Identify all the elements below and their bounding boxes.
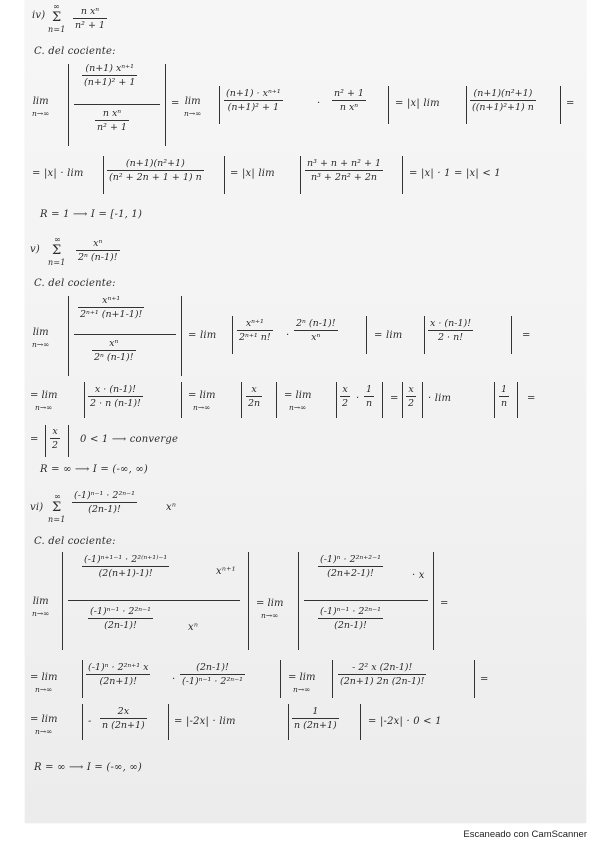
- iv-l1-lim: lim n→∞: [32, 96, 50, 118]
- v-criterion: C. del cociente:: [34, 278, 116, 289]
- vi-l2-abs1-left: [82, 660, 83, 698]
- v-label: v): [30, 244, 40, 255]
- v-l1-abs2-right: [366, 316, 367, 354]
- iv-l1-abs2-right: [388, 86, 389, 124]
- vi-l1-eq2: =: [440, 598, 449, 609]
- iv-sum-bottom: n=1: [48, 25, 66, 34]
- scanner-watermark: Escaneado con CamScanner: [463, 829, 587, 840]
- vi-l2-abs1-right: [280, 660, 281, 698]
- v-l2-dot: ·: [356, 393, 360, 404]
- vi-sum-symbol: Σ: [52, 500, 62, 515]
- vi-result: R = ∞ ⟶ I = (-∞, ∞): [34, 762, 142, 773]
- vi-sum-top: ∞: [54, 492, 61, 501]
- iv-l1-abs3-right: [560, 86, 561, 124]
- v-l1-f3: x · (n-1)! 2 · n!: [430, 318, 472, 343]
- vi-l1-main-bar: [68, 600, 240, 601]
- v-l1-eq2: = lim: [374, 330, 403, 341]
- vi-l3-abs1-left: [82, 704, 83, 740]
- vi-l1-abs2-left: [298, 552, 299, 650]
- v-l2-eq2: = lim n→∞: [284, 390, 312, 412]
- iv-l1-dot: ·: [317, 98, 321, 109]
- v-l1-dot: ·: [286, 330, 290, 341]
- v-l2-abs3-left: [336, 382, 337, 418]
- v-l2-abs2-left: [241, 382, 242, 418]
- vi-l1-eq1: = lim n→∞: [256, 598, 284, 620]
- iv-term-den: n² + 1: [75, 20, 105, 31]
- v-l2-abs1-right: [181, 382, 182, 418]
- v-l2-abs1-left: [84, 382, 85, 418]
- v-l2-abs4-right: [422, 382, 423, 418]
- vi-criterion: C. del cociente:: [34, 536, 116, 547]
- v-l3-abs-right: [68, 425, 69, 457]
- v-series-term: xⁿ 2ⁿ (n-1)!: [78, 238, 118, 263]
- vi-l3-abs2-right: [360, 704, 361, 740]
- vi-label: vi): [30, 502, 44, 513]
- vi-l2-eq1: = lim n→∞: [288, 672, 316, 694]
- iv-criterion: C. del cociente:: [34, 46, 116, 57]
- vi-l1-big-den-x: xⁿ: [188, 622, 199, 633]
- vi-l1-big-num: (-1)ⁿ⁺¹⁻¹ · 2²⁽ⁿ⁺¹⁾⁻¹ (2(n+1)-1)!: [84, 554, 168, 579]
- vi-l2-eq2: =: [480, 674, 489, 685]
- v-l2-f6: 1 n: [501, 384, 508, 409]
- v-l2-f2: x 2n: [248, 384, 261, 409]
- v-l1-main-bar: [74, 334, 176, 335]
- iv-l2-abs1-right: [224, 156, 225, 194]
- iv-series-term: [73, 6, 107, 31]
- vi-l2-abs2-left: [332, 660, 333, 698]
- iv-l1-abs-right: [165, 64, 166, 146]
- vi-l1-r-num: (-1)ⁿ · 2²ⁿ⁺²⁻¹ (2n+2-1)!: [320, 554, 381, 579]
- iv-l1-lim2: lim n→∞: [184, 96, 202, 118]
- iv-l2-mid: = |x| lim: [230, 168, 275, 179]
- vi-l3-f1: 2x n (2n+1): [102, 706, 145, 731]
- vi-l1-r-main-bar: [304, 600, 428, 601]
- iv-label: iv): [32, 10, 46, 21]
- iv-l1-abs3-left: [466, 86, 467, 124]
- vi-l3-f2: 1 n (2n+1): [294, 706, 337, 731]
- iv-sum-top: ∞: [53, 2, 60, 11]
- iv-l1-abs2-left: [219, 86, 220, 124]
- v-l2-abs5-right: [517, 382, 518, 418]
- v-l1-abs3-right: [511, 316, 512, 354]
- vi-sum-bottom: n=1: [48, 515, 66, 524]
- iv-l2-abs2-right: [402, 156, 403, 194]
- v-l1-abs2-left: [232, 316, 233, 354]
- v-l1-abs-left: [68, 296, 69, 376]
- v-l2-f5: x 2: [408, 384, 415, 409]
- v-sum-top: ∞: [54, 235, 61, 244]
- vi-l2-f3: - 2² x (2n-1)! (2n+1) 2n (2n-1)!: [340, 662, 425, 687]
- iv-l2-f1: (n+1)(n²+1) (n² + 2n + 1 + 1) n: [109, 158, 202, 183]
- iv-l2-abs2-left: [300, 156, 301, 194]
- v-l1-big-den: xⁿ 2ⁿ (n-1)!: [94, 338, 134, 363]
- iv-l1-eq2: = |x| lim: [395, 98, 440, 109]
- vi-l2-dot: ·: [172, 674, 176, 685]
- vi-l1-r-num-x: · x: [412, 570, 425, 581]
- iv-l1-big-num: (n+1) xⁿ⁺¹ (n+1)² + 1: [84, 63, 136, 88]
- vi-l3-abs1-right: [168, 704, 169, 740]
- vi-l1-abs-left: [62, 552, 63, 650]
- v-l2-f1: x · (n-1)! 2 · n (n-1)!: [90, 384, 141, 409]
- v-l2-f4: 1 n: [366, 384, 373, 409]
- v-l2-eq1: = lim n→∞: [188, 390, 216, 412]
- vi-l3-tail: = |-2x| · 0 < 1: [368, 716, 442, 727]
- iv-l1-f1: (n+1) · xⁿ⁺¹ (n+1)² + 1: [226, 88, 281, 113]
- v-l1-abs-right: [181, 296, 182, 376]
- iv-l1-big-den: n xⁿ n² + 1: [97, 108, 127, 133]
- vi-term-x: xⁿ: [166, 502, 177, 513]
- iv-l1-eq1: =: [171, 98, 180, 109]
- v-l3-lead: =: [30, 434, 39, 445]
- vi-l2-lead: = lim n→∞: [30, 672, 58, 694]
- v-l2-eq3: =: [390, 393, 399, 404]
- vi-l1-lim: lim n→∞: [32, 596, 50, 618]
- v-l2-f3: x 2: [342, 384, 349, 409]
- v-sum-symbol: Σ: [52, 243, 62, 258]
- vi-l1-big-num-x: xⁿ⁺¹: [216, 566, 236, 577]
- iv-l2-tail: = |x| · 1 = |x| < 1: [409, 168, 501, 179]
- v-l3-f: x 2: [52, 426, 59, 451]
- v-l1-eq1: = lim: [188, 330, 217, 341]
- vi-l2-f2: (2n-1)! (-1)ⁿ⁻¹ · 2²ⁿ⁻¹: [182, 662, 243, 687]
- iv-sum-symbol: Σ: [52, 10, 62, 25]
- iv-term-num: n xⁿ: [80, 6, 100, 17]
- iv-l2-f2: n³ + n + n² + 1 n³ + 2n² + 2n: [307, 158, 382, 183]
- v-l2-abs5-left: [494, 382, 495, 418]
- v-l1-f1: xⁿ⁺¹ 2ⁿ⁺¹ n!: [239, 318, 271, 343]
- iv-l1-eq3: =: [566, 98, 575, 109]
- v-l1-lim: lim n→∞: [32, 327, 50, 349]
- v-result: R = ∞ ⟶ I = (-∞, ∞): [40, 464, 148, 475]
- v-l2-abs4-left: [402, 382, 403, 418]
- vi-l3-eq1: = |-2x| · lim: [174, 716, 236, 727]
- iv-l1-abs-left: [68, 64, 69, 146]
- iv-l1-main-bar: [74, 104, 160, 105]
- v-l3-abs-left: [45, 425, 46, 457]
- v-l2-abs3-right: [382, 382, 383, 418]
- v-l2-lead: = lim n→∞: [30, 390, 58, 412]
- vi-l1-r-den: (-1)ⁿ⁻¹ · 2²ⁿ⁻¹ (2n-1)!: [320, 606, 381, 631]
- vi-l2-abs2-right: [474, 660, 475, 698]
- v-sum-bottom: n=1: [48, 258, 66, 267]
- vi-l1-big-den: (-1)ⁿ⁻¹ · 2²ⁿ⁻¹ (2n-1)!: [90, 606, 151, 631]
- iv-l1-f3: (n+1)(n²+1) ((n+1)²+1) n: [472, 88, 534, 113]
- v-l2-eq4: =: [527, 393, 536, 404]
- iv-l2-lead: = |x| · lim: [32, 168, 84, 179]
- iv-l1-f2: n² + 1 n xⁿ: [334, 88, 364, 113]
- v-l2-abs2-right: [276, 382, 277, 418]
- v-l1-big-num: xⁿ⁺¹ 2ⁿ⁺¹ (n+1-1)!: [80, 295, 143, 320]
- v-l2-dot2: · lim: [428, 393, 452, 404]
- iv-l2-abs1-left: [103, 156, 104, 194]
- vi-series-term: (-1)ⁿ⁻¹ · 2²ⁿ⁻¹ (2n-1)!: [74, 490, 135, 515]
- v-l1-eq3: =: [522, 330, 531, 341]
- iv-result: R = 1 ⟶ I = [-1, 1): [40, 209, 143, 220]
- v-l1-abs3-left: [424, 316, 425, 354]
- vi-l2-f1: (-1)ⁿ · 2²ⁿ⁺¹ x (2n+1)!: [88, 662, 149, 687]
- vi-l3-lead: = lim n→∞: [30, 714, 58, 736]
- vi-l3-abs2-left: [288, 704, 289, 740]
- vi-l3-minus: -: [88, 716, 92, 727]
- vi-l1-abs-right: [248, 552, 249, 650]
- vi-l1-abs2-right: [433, 552, 434, 650]
- v-l1-f2: 2ⁿ (n-1)! xⁿ: [296, 318, 336, 343]
- v-l3-tail: 0 < 1 ⟶ converge: [80, 434, 179, 445]
